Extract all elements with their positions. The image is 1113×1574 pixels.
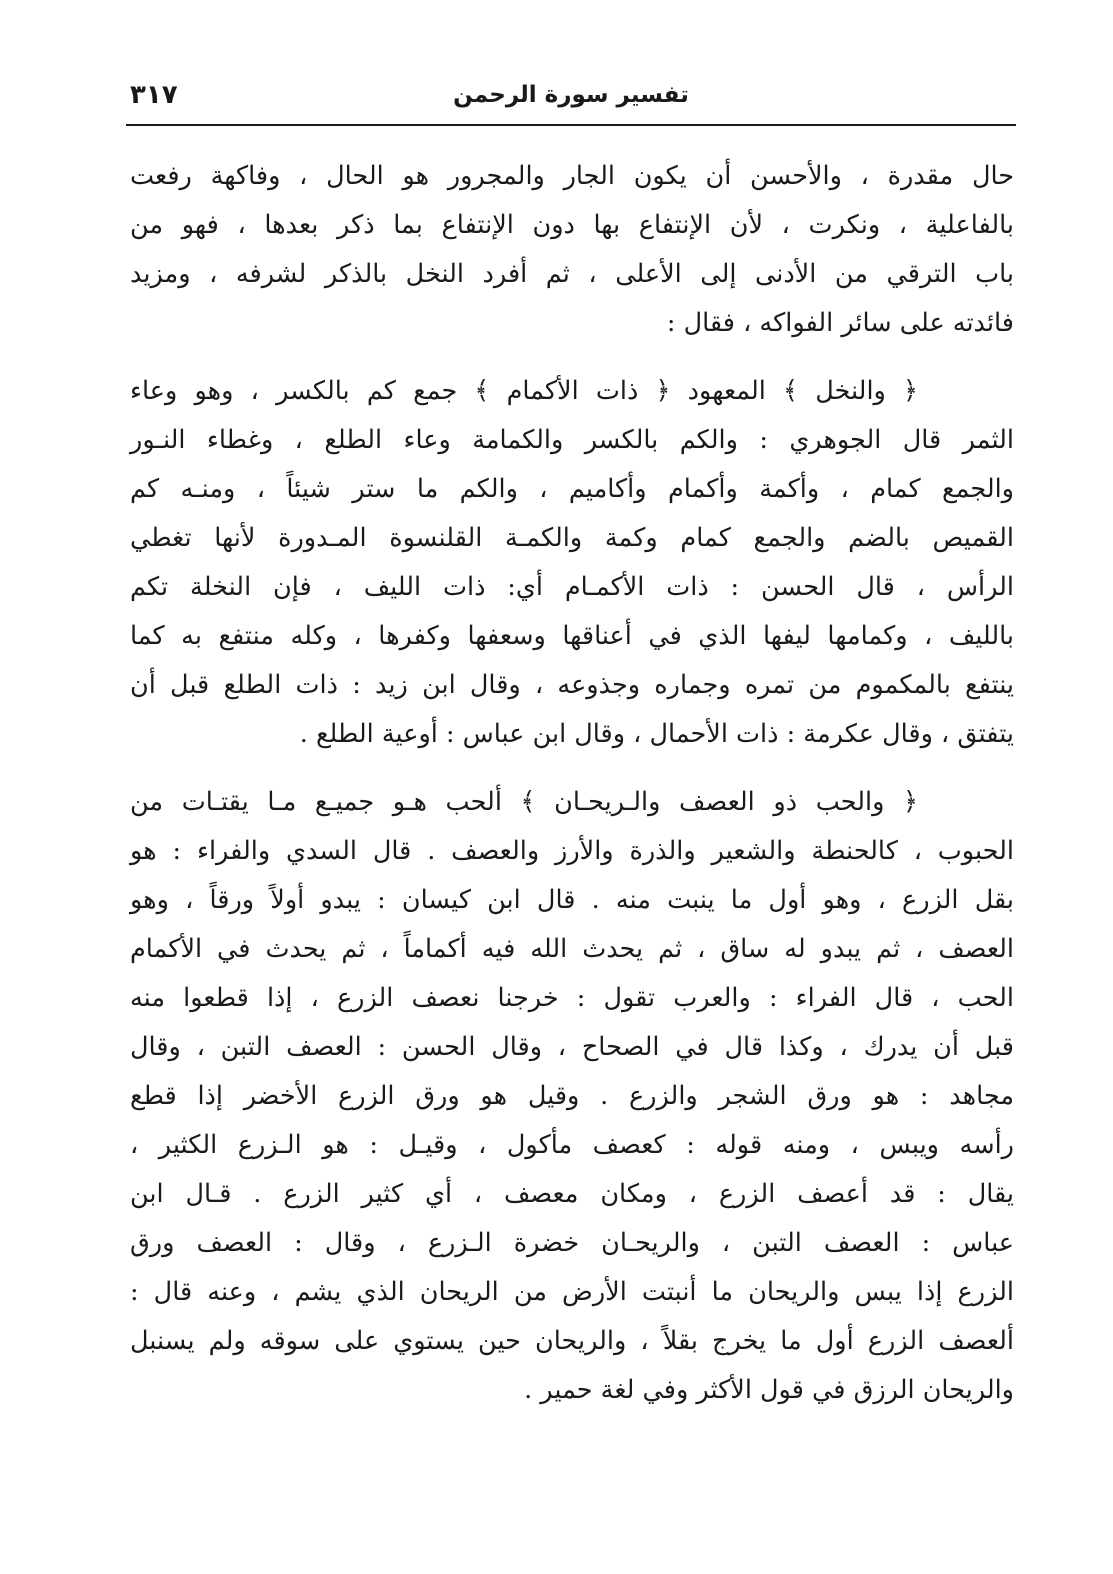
text-line: ﴿ والنخل ﴾ المعهود ﴿ ذات الأكمام ﴾ جمع كم بالكسر ، وهو وعاء: [130, 376, 918, 406]
text-line: بقل الزرع ، وهو أول ما ينبت منه . قال ابن كيسان : يبدو أولاً ورقاً ، وهو: [130, 885, 1014, 915]
running-title: تفسير سورة الرحمن: [453, 82, 689, 108]
text-line: يتفتق ، وقال عكرمة : ذات الأحمال ، وقال ابن عباس : أوعية الطلع .: [299, 719, 1014, 749]
page-header: [126, 78, 1016, 126]
text-line: باب الترقي من الأدنى إلى الأعلى ، ثم أفرد النخل بالذكر لشرفه ، ومزيد: [130, 259, 1014, 289]
text-line: القميص بالضم والجمع كمام وكمة والكمـة القلنسوة المـدورة لأنها تغطي: [130, 523, 1014, 553]
text-line: حال مقدرة ، والأحسن أن يكون الجار والمجرور هو الحال ، وفاكهة رفعت: [130, 161, 1014, 191]
text-line: الرأس ، قال الحسن : ذات الأكمـام أي: ذات الليف ، فإن النخلة تكم: [130, 572, 1014, 602]
text-line: الحبوب ، كالحنطة والشعير والذرة والأرز والعصف . قال السدي والفراء : هو: [130, 836, 1014, 866]
paragraph: [130, 367, 1014, 759]
text-line: بالفاعلية ، ونكرت ، لأن الإنتفاع بها دون الإنتفاع بما ذكر بعدها ، فهو من: [130, 210, 1014, 240]
text-line: مجاهد : هو ورق الشجر والزرع . وقيل هو ورق الزرع الأخضر إذا قطع: [130, 1081, 1014, 1111]
text-line: فائدته على سائر الفواكه ، فقال :: [666, 308, 1014, 338]
text-line: يقال : قد أعصف الزرع ، ومكان معصف ، أي كثير الزرع . قـال ابن: [130, 1179, 1014, 1209]
text-line: والريحان الرزق في قول الأكثر وفي لغة حمير .: [524, 1375, 1014, 1405]
text-line: عباس : العصف التبن ، والريحـان خضرة الـزرع ، وقال : العصف ورق: [130, 1228, 1014, 1258]
text-line: الزرع إذا يبس والريحان ما أنبتت الأرض من الريحان الذي يشم ، وعنه قال :: [130, 1277, 1014, 1307]
text-line: ﴿ والحب ذو العصف والـريحـان ﴾ ألحب هـو جميـع مـا يقتـات من: [130, 787, 918, 817]
paragraph: [130, 778, 1014, 1415]
body-text: [130, 152, 1014, 1415]
text-line: ألعصف الزرع أول ما يخرج بقلاً ، والريحان حين يستوي على سوقه ولم يسنبل: [130, 1326, 1014, 1356]
text-line: الثمر قال الجوهري : والكم بالكسر والكمامة وعاء الطلع ، وغطاء النـور: [130, 425, 1014, 455]
text-line: الحب ، قال الفراء : والعرب تقول : خرجنا نعصف الزرع ، إذا قطعوا منه: [130, 983, 1014, 1013]
text-line: قبل أن يدرك ، وكذا قال في الصحاح ، وقال الحسن : العصف التبن ، وقال: [130, 1032, 1014, 1062]
page-number: ٣١٧: [130, 80, 178, 110]
text-line: العصف ، ثم يبدو له ساق ، ثم يحدث الله فيه أكماماً ، ثم يحدث في الأكمام: [130, 934, 1014, 964]
text-line: بالليف ، وكمامها ليفها الذي في أعناقها وسعفها وكفرها ، وكله منتفع به كما: [130, 621, 1014, 651]
text-line: ينتفع بالمكموم من تمره وجماره وجذوعه ، وقال ابن زيد : ذات الطلع قبل أن: [130, 670, 1014, 700]
text-line: رأسه ويبس ، ومنه قوله : كعصف مأكول ، وقيـل : هو الـزرع الكثير ،: [130, 1130, 1014, 1160]
text-line: والجمع كمام ، وأكمة وأكمام وأكاميم ، والكم ما ستر شيئاً ، ومنـه كم: [130, 474, 1014, 504]
paragraph: [130, 152, 1014, 348]
